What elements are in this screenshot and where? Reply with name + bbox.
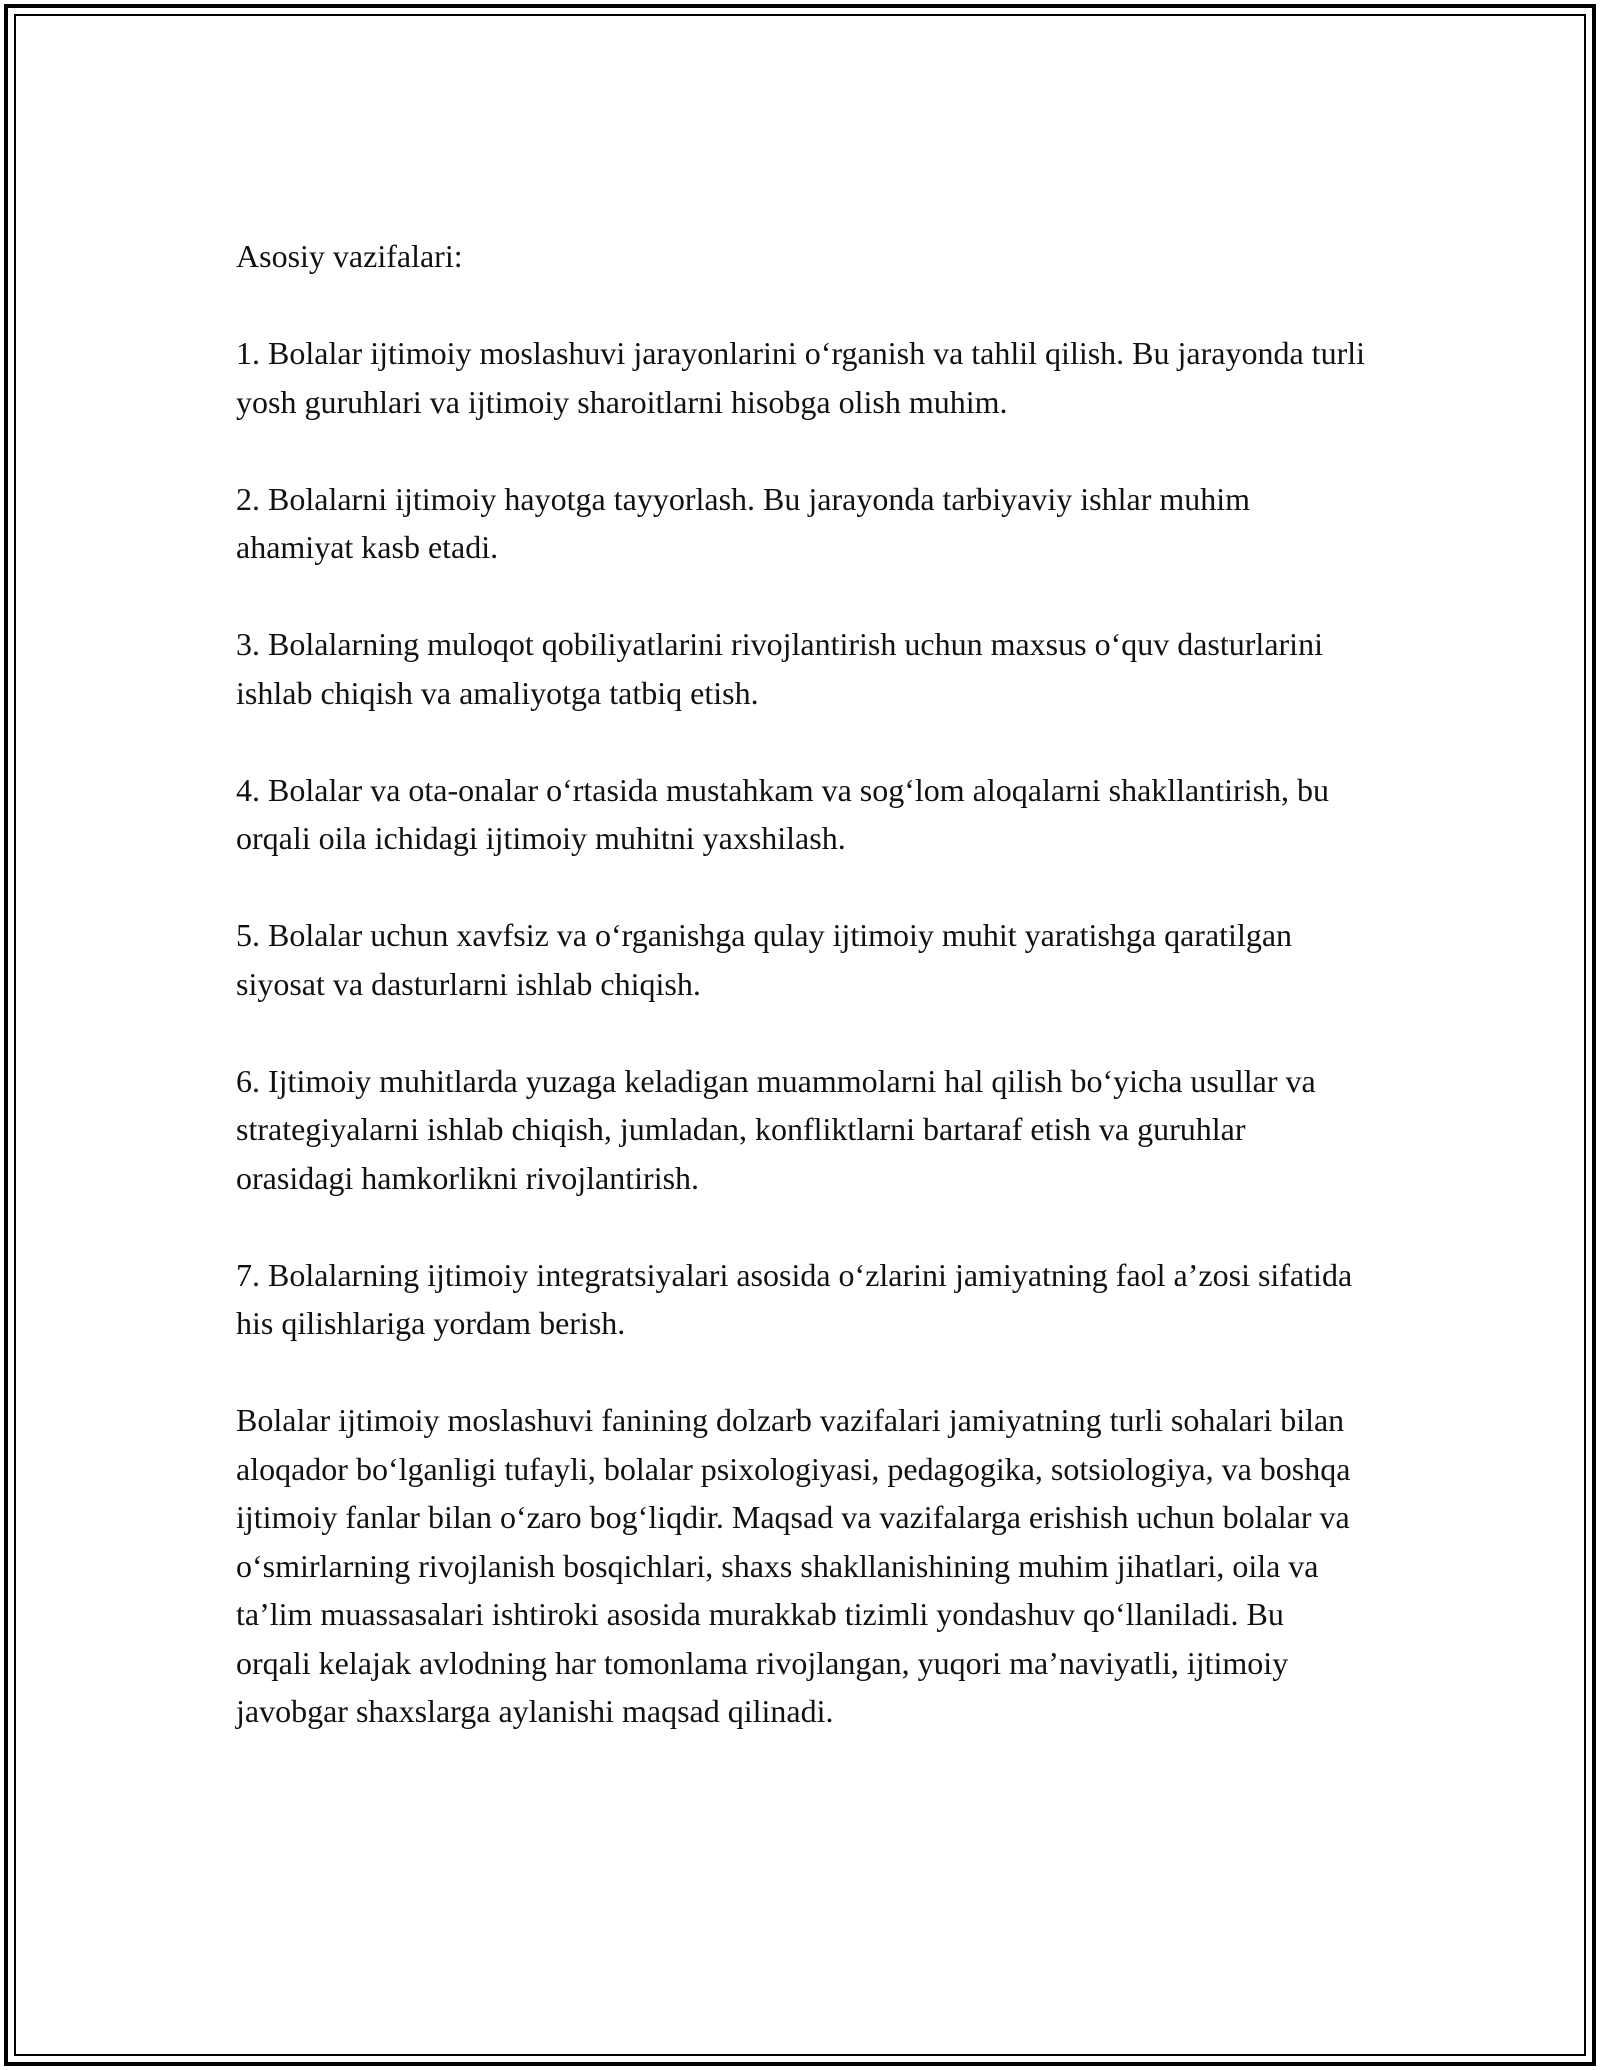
list-item: 7. Bolalarning ijtimoiy integratsiyalari asosida o‘zlarini jamiyatning faol a’zosi sifatida his qilishlariga yordam berish. (236, 1256, 1353, 1341)
conclusion-paragraph: Bolalar ijtimoiy moslashuvi fanining dolzarb vazifalari jamiyatning turli sohalari bilan aloqador bo‘lganligi tufayli, bolalar psixologiyasi, pedagogika, sotsiologiya, va boshqa ijtimoiy fanlar bilan o‘zaro bog‘liqdir. Maqsad va vazifalarga erishish uchun bolalar va o‘smirlarning rivojlanish bosqichlari, shaxs shakllanishining muhim jihatlari, oila va ta’lim muassasalari ishtiroki asosida murakkab tizimli yondashuv qo‘llaniladi. Bu orqali kelajak avlodning har tomonlama rivojlangan, yuqori ma’naviyatli, ijtimoiy javobgar shaxslarga aylanishi maqsad qilinadi. (236, 1402, 1351, 1729)
list-item: 3. Bolalarning muloqot qobiliyatlarini rivojlantirish uchun maxsus o‘quv dasturlarini ishlab chiqish va amaliyotga tatbiq etish. (236, 626, 1323, 711)
list-item: 1. Bolalar ijtimoiy moslashuvi jarayonlarini o‘rganish va tahlil qilish. Bu jarayonda turli yosh guruhlari va ijtimoiy sharoitlarni hisobga olish muhim. (236, 335, 1365, 420)
list-item: 5. Bolalar uchun xavfsiz va o‘rganishga qulay ijtimoiy muhit yaratishga qaratilgan siyosat va dasturlarni ishlab chiqish. (236, 917, 1293, 1002)
list-item: 6. Ijtimoiy muhitlarda yuzaga keladigan muammolarni hal qilish bo‘yicha usullar va strategiyalarni ishlab chiqish, jumladan, konfliktlarni bartaraf etish va guruhlar orasidagi hamkorlikni rivojlantirish. (236, 1062, 1316, 1196)
section-heading: Asosiy vazifalari: (236, 238, 463, 274)
list-item: 2. Bolalarni ijtimoiy hayotga tayyorlash. Bu jarayonda tarbiyaviy ishlar muhim ahamiyat kasb etadi. (236, 480, 1251, 565)
list-item: 4. Bolalar va ota-onalar o‘rtasida mustahkam va sog‘lom aloqalarni shakllantirish, bu orqali oila ichidagi ijtimoiy muhitni yaxshilash. (236, 771, 1330, 856)
document-body (236, 232, 1366, 1736)
